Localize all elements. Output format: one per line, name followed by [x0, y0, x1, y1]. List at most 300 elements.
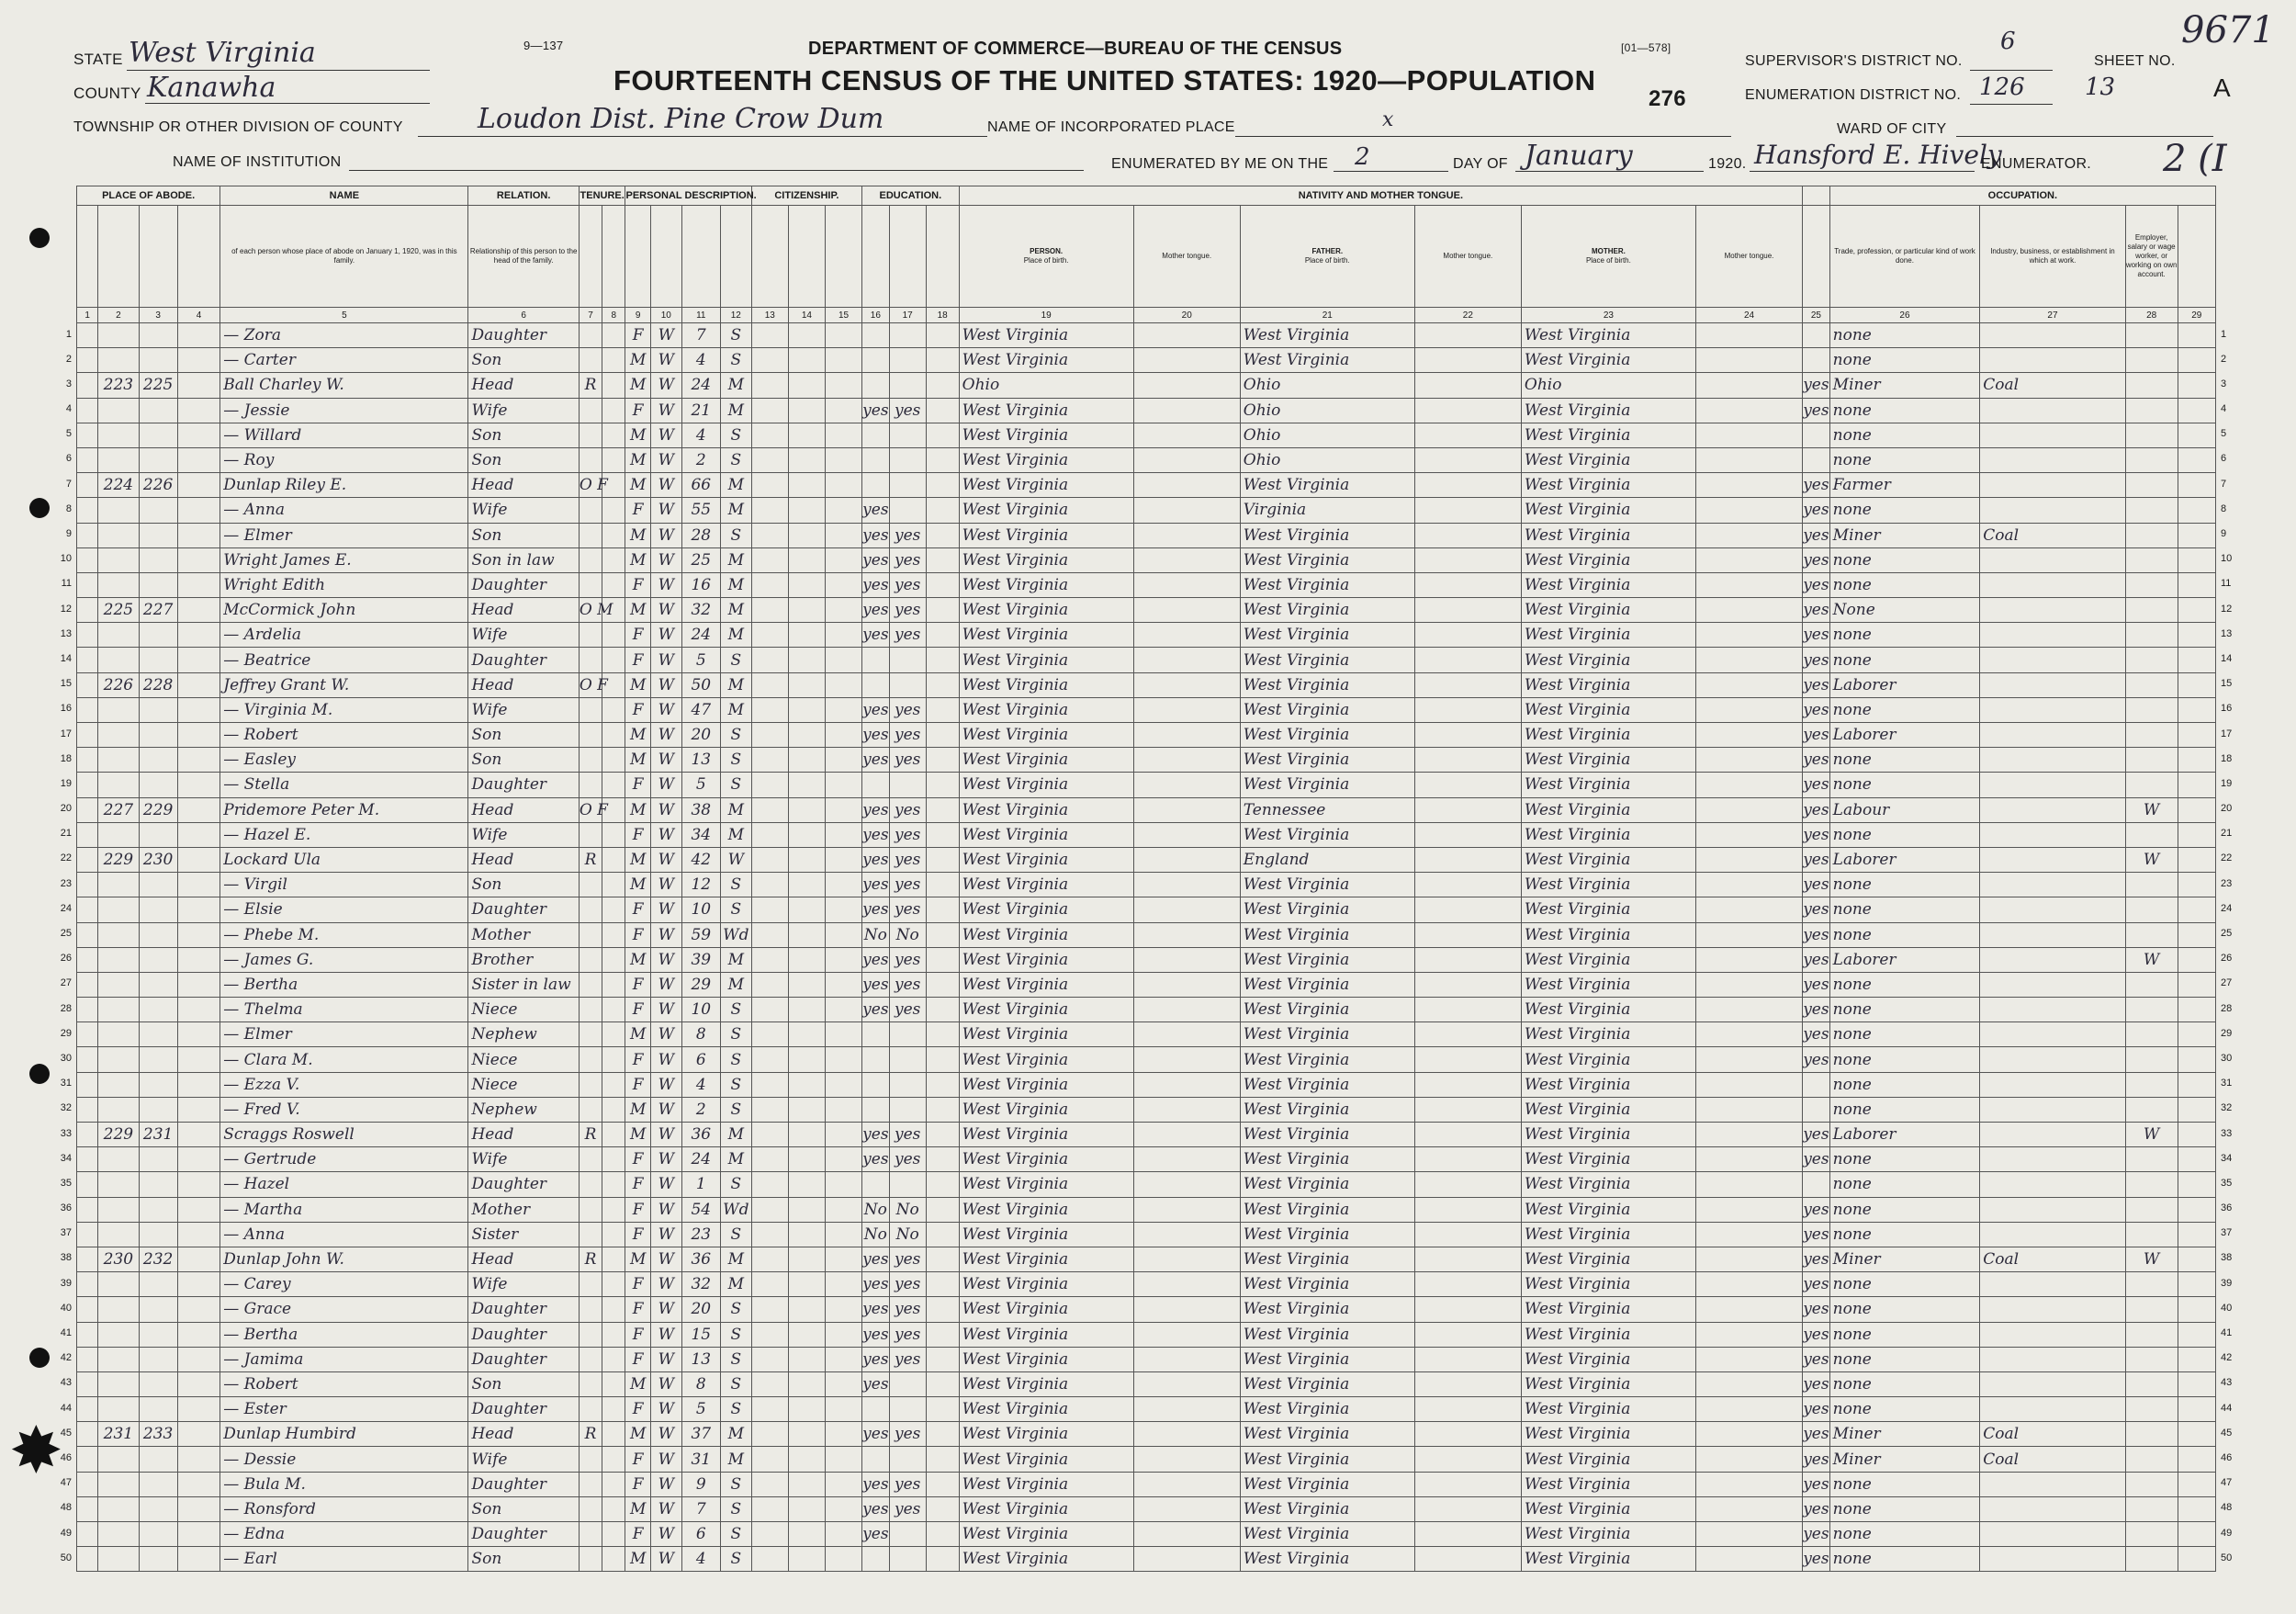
cell-empty: [1414, 998, 1521, 1022]
cell-write: [889, 1547, 926, 1572]
cell-dw: [98, 447, 139, 472]
cell-sex: F: [625, 822, 650, 847]
table-row: [77, 1247, 2216, 1271]
cell-eng: yes: [1803, 572, 1830, 597]
cell-birth: West Virginia: [959, 623, 1133, 648]
cell-ten: [579, 1547, 602, 1572]
cell-fbirth: West Virginia: [1240, 1222, 1414, 1247]
cell-rel: Head: [468, 1247, 579, 1271]
cell-empty: [177, 1247, 219, 1271]
cell-empty: [1414, 598, 1521, 623]
cell-race: W: [650, 373, 681, 398]
county-underline: [145, 103, 430, 104]
cell-empty: [1133, 473, 1240, 498]
cell-empty: [926, 523, 959, 547]
cell-name: Pridemore Peter M.: [220, 797, 468, 822]
cell-write: yes: [889, 1272, 926, 1297]
cell-write: yes: [889, 847, 926, 872]
cell-empty: [751, 1072, 788, 1097]
cell-empty: [2178, 1522, 2215, 1547]
cell-fam: [139, 1272, 177, 1297]
cell-ms: S: [720, 1496, 751, 1521]
column-number: 3: [139, 308, 177, 323]
cell-empty: [602, 847, 625, 872]
cell-dw: [98, 572, 139, 597]
cell-empty: [825, 648, 861, 672]
cell-read: [862, 648, 890, 672]
column-number: 20: [1133, 308, 1240, 323]
cell-ind: [1980, 1496, 2125, 1521]
sheet-label: SHEET NO.: [2094, 53, 2176, 69]
cell-empty: [602, 423, 625, 447]
cell-rel: Nephew: [468, 1022, 579, 1047]
cell-empty: [2178, 797, 2215, 822]
cell-empty: [788, 822, 825, 847]
cell-ms: S: [720, 1297, 751, 1322]
cell-name: — Dessie: [220, 1447, 468, 1472]
cell-empty: [177, 323, 219, 348]
cell-read: yes: [862, 697, 890, 722]
cell-emp: [2125, 1347, 2178, 1371]
cell-read: [862, 323, 890, 348]
cell-fbirth: West Virginia: [1240, 922, 1414, 947]
column-number: 18: [926, 308, 959, 323]
cell-fam: [139, 1022, 177, 1047]
line-number: 10: [2221, 553, 2233, 565]
cell-empty: [788, 897, 825, 922]
cell-fam: [139, 822, 177, 847]
cell-empty: [602, 697, 625, 722]
cell-ind: [1980, 723, 2125, 748]
cell-read: yes: [862, 398, 890, 423]
cell-dw: 223: [98, 373, 139, 398]
cell-empty: [1414, 1197, 1521, 1222]
cell-write: yes: [889, 873, 926, 897]
cell-occ: none: [1829, 1147, 1980, 1172]
cell-birth: West Virginia: [959, 1123, 1133, 1147]
cell-read: yes: [862, 1247, 890, 1271]
cell-age: 55: [681, 498, 720, 523]
cell-mbirth: West Virginia: [1521, 672, 1695, 697]
cell-occ: none: [1829, 1472, 1980, 1496]
cell-empty: [602, 498, 625, 523]
cell-empty: [1695, 672, 1802, 697]
cell-empty: [751, 373, 788, 398]
line-number: 23: [2221, 877, 2233, 889]
cell-empty: [926, 1097, 959, 1122]
cell-rel: Daughter: [468, 1172, 579, 1197]
cell-dw: 225: [98, 598, 139, 623]
cell-fam: [139, 398, 177, 423]
cell-empty: [177, 447, 219, 472]
cell-empty: [788, 1547, 825, 1572]
cell-empty: [177, 873, 219, 897]
cell-birth: West Virginia: [959, 648, 1133, 672]
cell-birth: West Virginia: [959, 1347, 1133, 1371]
cell-fbirth: Virginia: [1240, 498, 1414, 523]
cell-empty: [926, 922, 959, 947]
cell-birth: West Virginia: [959, 972, 1133, 997]
cell-empty: [788, 1447, 825, 1472]
cell-empty: [788, 998, 825, 1022]
cell-ms: S: [720, 523, 751, 547]
cell-read: No: [862, 1197, 890, 1222]
cell-empty: [602, 897, 625, 922]
cell-empty: [1695, 1322, 1802, 1347]
table-row: [77, 1172, 2216, 1197]
line-number: 10: [60, 553, 72, 565]
table-row: [77, 498, 2216, 523]
cell-empty: [77, 1047, 98, 1072]
cell-fam: 229: [139, 797, 177, 822]
table-row: [77, 797, 2216, 822]
cell-name: — Virgil: [220, 873, 468, 897]
cell-race: W: [650, 1522, 681, 1547]
table-row: [77, 697, 2216, 722]
cell-write: [889, 1072, 926, 1097]
cell-age: 28: [681, 523, 720, 547]
cell-empty: [926, 1172, 959, 1197]
cell-empty: [177, 1022, 219, 1047]
cell-dw: [98, 998, 139, 1022]
cell-sex: M: [625, 672, 650, 697]
cell-name: — Ronsford: [220, 1496, 468, 1521]
cell-empty: [751, 1123, 788, 1147]
column-number: 28: [2125, 308, 2178, 323]
punch-hole: [29, 1348, 50, 1368]
column-number: 8: [602, 308, 625, 323]
cell-empty: [1695, 998, 1802, 1022]
cell-dw: [98, 1472, 139, 1496]
cell-empty: [751, 697, 788, 722]
cell-empty: [1133, 1172, 1240, 1197]
cell-ind: [1980, 1371, 2125, 1396]
cell-name: Dunlap Humbird: [220, 1422, 468, 1447]
cell-write: yes: [889, 822, 926, 847]
cell-occ: none: [1829, 1522, 1980, 1547]
cell-age: 10: [681, 897, 720, 922]
cell-empty: [1414, 1397, 1521, 1422]
cell-empty: [1695, 1222, 1802, 1247]
line-number: 21: [60, 828, 72, 840]
line-number: 6: [65, 453, 72, 465]
line-number: 41: [2221, 1327, 2233, 1338]
cell-rel: Daughter: [468, 1347, 579, 1371]
cell-occ: none: [1829, 822, 1980, 847]
line-number: 24: [2221, 902, 2233, 914]
punch-hole: [29, 498, 50, 518]
cell-empty: [926, 1247, 959, 1271]
cell-fbirth: West Virginia: [1240, 547, 1414, 572]
cell-mbirth: West Virginia: [1521, 498, 1695, 523]
cell-ms: S: [720, 1522, 751, 1547]
cell-empty: [77, 1172, 98, 1197]
cell-empty: [926, 1072, 959, 1097]
cell-empty: [77, 773, 98, 797]
cell-empty: [177, 523, 219, 547]
cell-empty: [77, 623, 98, 648]
cell-emp: [2125, 972, 2178, 997]
cell-fam: [139, 447, 177, 472]
group-nativity: NATIVITY AND MOTHER TONGUE.: [959, 186, 1802, 206]
cell-name: — Jessie: [220, 398, 468, 423]
cell-empty: [77, 348, 98, 373]
cell-ms: S: [720, 873, 751, 897]
cell-rel: Daughter: [468, 1522, 579, 1547]
cell-age: 37: [681, 1422, 720, 1447]
cell-write: [889, 323, 926, 348]
cell-empty: [2178, 847, 2215, 872]
cell-emp: [2125, 572, 2178, 597]
cell-empty: [788, 1222, 825, 1247]
cell-fbirth: West Virginia: [1240, 1172, 1414, 1197]
cell-rel: Wife: [468, 1447, 579, 1472]
cell-empty: [1133, 748, 1240, 773]
cell-empty: [77, 648, 98, 672]
cell-name: Scraggs Roswell: [220, 1123, 468, 1147]
cell-age: 7: [681, 323, 720, 348]
cell-ind: [1980, 748, 2125, 773]
cell-name: — Stella: [220, 773, 468, 797]
cell-empty: [1133, 547, 1240, 572]
cell-fbirth: West Virginia: [1240, 947, 1414, 972]
cell-ten: [579, 697, 602, 722]
cell-occ: none: [1829, 1197, 1980, 1222]
cell-read: [862, 1097, 890, 1122]
cell-ten: R: [579, 1422, 602, 1447]
cell-ten: [579, 1397, 602, 1422]
cell-empty: [1133, 572, 1240, 597]
cell-eng: yes: [1803, 797, 1830, 822]
cell-birth: West Virginia: [959, 523, 1133, 547]
cell-rel: Sister in law: [468, 972, 579, 997]
cell-empty: [77, 873, 98, 897]
cell-ms: S: [720, 1047, 751, 1072]
cell-dw: [98, 822, 139, 847]
cell-fam: [139, 773, 177, 797]
cell-eng: [1803, 447, 1830, 472]
cell-dw: 229: [98, 1123, 139, 1147]
cell-empty: [177, 797, 219, 822]
cell-empty: [177, 1147, 219, 1172]
cell-empty: [926, 1347, 959, 1371]
cell-empty: [1133, 348, 1240, 373]
cell-fbirth: Ohio: [1240, 398, 1414, 423]
cell-empty: [2178, 1347, 2215, 1371]
cell-empty: [2178, 922, 2215, 947]
cell-eng: [1803, 1072, 1830, 1097]
cell-empty: [751, 748, 788, 773]
cell-ind: [1980, 897, 2125, 922]
cell-empty: [926, 1197, 959, 1222]
cell-write: yes: [889, 523, 926, 547]
cell-age: 36: [681, 1123, 720, 1147]
cell-race: W: [650, 648, 681, 672]
cell-ms: S: [720, 998, 751, 1022]
cell-empty: [2178, 1397, 2215, 1422]
cell-fbirth: West Virginia: [1240, 998, 1414, 1022]
cell-empty: [1414, 323, 1521, 348]
cell-empty: [602, 572, 625, 597]
cell-eng: yes: [1803, 1547, 1830, 1572]
cell-empty: [1133, 1397, 1240, 1422]
cell-empty: [602, 398, 625, 423]
cell-dw: [98, 697, 139, 722]
institution-underline: [349, 170, 1084, 171]
cell-empty: [1695, 447, 1802, 472]
cell-rel: Son: [468, 423, 579, 447]
cell-ind: [1980, 473, 2125, 498]
cell-eng: yes: [1803, 697, 1830, 722]
state-label: STATE: [73, 51, 123, 68]
cell-empty: [77, 797, 98, 822]
cell-empty: [751, 623, 788, 648]
cell-age: 15: [681, 1322, 720, 1347]
cell-fbirth: West Virginia: [1240, 1522, 1414, 1547]
cell-rel: Son: [468, 1371, 579, 1396]
cell-sex: M: [625, 797, 650, 822]
cell-empty: [1414, 873, 1521, 897]
table-row: [77, 398, 2216, 423]
cell-emp: W: [2125, 1123, 2178, 1147]
cell-age: 9: [681, 1472, 720, 1496]
cell-empty: [177, 1072, 219, 1097]
cell-emp: [2125, 773, 2178, 797]
line-number: 13: [2221, 627, 2233, 639]
cell-empty: [2178, 648, 2215, 672]
cell-race: W: [650, 1397, 681, 1422]
cell-empty: [1133, 1547, 1240, 1572]
line-number: 36: [2221, 1202, 2233, 1214]
cell-dw: [98, 1047, 139, 1072]
cell-mbirth: West Virginia: [1521, 1222, 1695, 1247]
cell-read: yes: [862, 572, 890, 597]
cell-read: yes: [862, 748, 890, 773]
cell-empty: [926, 947, 959, 972]
cell-rel: Wife: [468, 822, 579, 847]
line-number: 47: [60, 1477, 72, 1489]
line-number: 31: [2221, 1078, 2233, 1089]
cell-write: No: [889, 1222, 926, 1247]
cell-age: 24: [681, 373, 720, 398]
enumerator-name: Hansford E. Hively: [1754, 140, 2002, 170]
cell-rel: Mother: [468, 922, 579, 947]
cell-empty: [1414, 648, 1521, 672]
cell-empty: [751, 1297, 788, 1322]
cell-write: [889, 373, 926, 398]
cell-fbirth: West Virginia: [1240, 1272, 1414, 1297]
cell-empty: [1414, 523, 1521, 547]
enumeration-value: 126: [1979, 73, 2025, 101]
cell-birth: West Virginia: [959, 1272, 1133, 1297]
cell-sex: M: [625, 947, 650, 972]
cell-empty: [77, 1447, 98, 1472]
cell-empty: [788, 547, 825, 572]
cell-dw: 229: [98, 847, 139, 872]
cell-rel: Son: [468, 748, 579, 773]
cell-emp: [2125, 473, 2178, 498]
column-number: 7: [579, 308, 602, 323]
cell-empty: [1695, 972, 1802, 997]
cell-write: [889, 1371, 926, 1396]
cell-ms: Wd: [720, 922, 751, 947]
table-row: [77, 1347, 2216, 1371]
cell-ms: M: [720, 1123, 751, 1147]
cell-empty: [751, 598, 788, 623]
cell-rel: Daughter: [468, 1472, 579, 1496]
cell-ten: [579, 873, 602, 897]
cell-fbirth: West Virginia: [1240, 1397, 1414, 1422]
cell-ms: S: [720, 1397, 751, 1422]
cell-age: 31: [681, 1447, 720, 1472]
cell-read: [862, 1397, 890, 1422]
cell-rel: Head: [468, 1422, 579, 1447]
father-mother-tongue: Mother tongue.: [1414, 206, 1521, 308]
cell-empty: [1133, 598, 1240, 623]
cell-empty: [751, 873, 788, 897]
cell-fam: [139, 748, 177, 773]
cell-read: yes: [862, 723, 890, 748]
cell-empty: [926, 1547, 959, 1572]
cell-sex: M: [625, 748, 650, 773]
cell-name: — Jamima: [220, 1347, 468, 1371]
cell-empty: [1695, 623, 1802, 648]
cell-rel: Wife: [468, 498, 579, 523]
cell-empty: [788, 723, 825, 748]
cell-ten: [579, 947, 602, 972]
cell-empty: [602, 1022, 625, 1047]
cell-fbirth: West Virginia: [1240, 1347, 1414, 1371]
cell-read: yes: [862, 598, 890, 623]
cell-empty: [177, 847, 219, 872]
cell-ind: Coal: [1980, 1447, 2125, 1472]
cell-empty: [751, 1022, 788, 1047]
cell-write: [889, 1047, 926, 1072]
table-row: [77, 947, 2216, 972]
cell-sex: M: [625, 373, 650, 398]
cell-empty: [177, 1397, 219, 1422]
cell-occ: none: [1829, 1322, 1980, 1347]
cell-empty: [177, 1272, 219, 1297]
cell-ind: [1980, 672, 2125, 697]
cell-eng: yes: [1803, 523, 1830, 547]
cell-ind: [1980, 498, 2125, 523]
cell-ms: M: [720, 373, 751, 398]
supervisor-underline: [1970, 70, 2053, 71]
cell-empty: [926, 672, 959, 697]
cell-ms: M: [720, 972, 751, 997]
cell-emp: [2125, 1547, 2178, 1572]
cell-occ: none: [1829, 972, 1980, 997]
line-number: 48: [60, 1502, 72, 1514]
cell-name: — Easley: [220, 748, 468, 773]
cell-empty: [825, 473, 861, 498]
cell-ms: M: [720, 1147, 751, 1172]
cell-name: — Elmer: [220, 1022, 468, 1047]
cell-empty: [751, 672, 788, 697]
cell-write: yes: [889, 1123, 926, 1147]
cell-empty: [1695, 1297, 1802, 1322]
cell-eng: yes: [1803, 1496, 1830, 1521]
cell-empty: [1414, 797, 1521, 822]
cell-empty: [825, 1222, 861, 1247]
cell-race: W: [650, 623, 681, 648]
cell-empty: [1414, 922, 1521, 947]
cell-ten: [579, 323, 602, 348]
cell-empty: [602, 922, 625, 947]
line-number: 16: [2221, 703, 2233, 715]
cell-empty: [602, 1522, 625, 1547]
